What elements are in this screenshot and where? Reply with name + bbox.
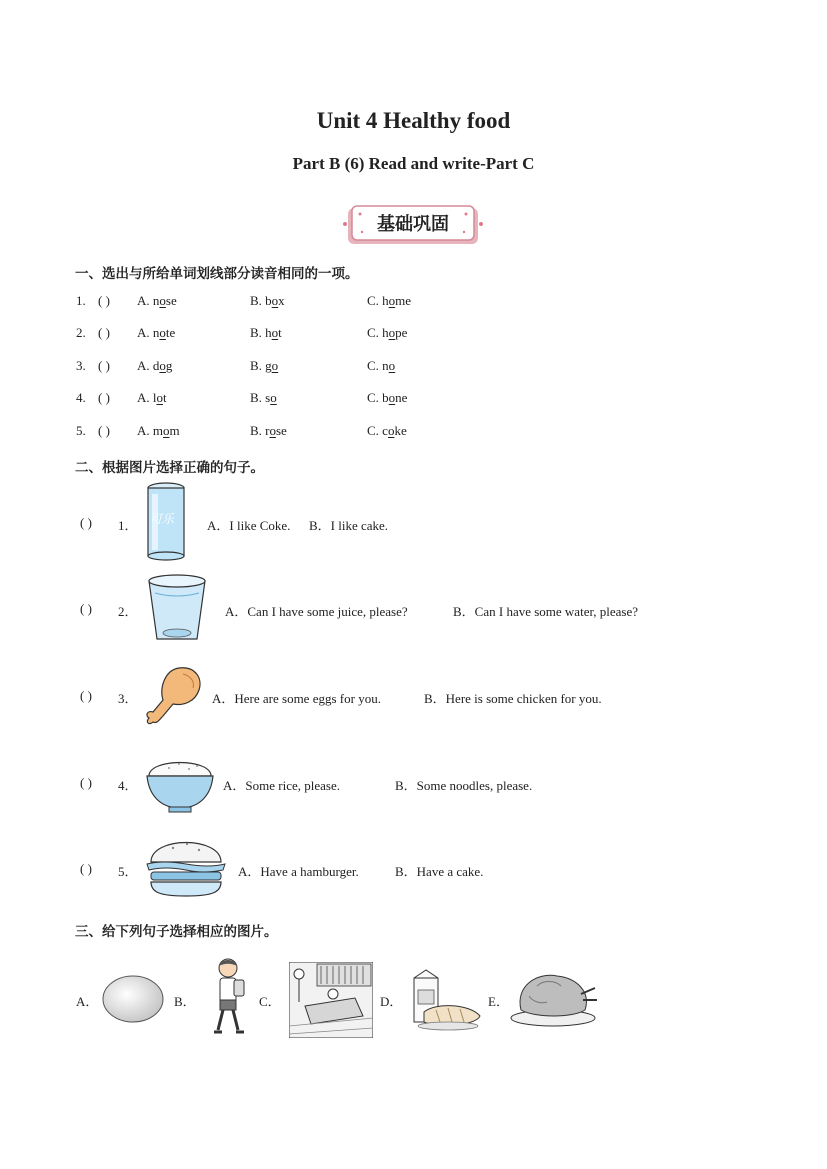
s2-option-a: A．I like Coke. [207,518,291,533]
s1-option-b: B. go [250,358,279,373]
s1-option-a: A. nose [137,293,177,308]
s2-num: 4． [118,778,138,793]
s2-paren[interactable]: ( ) [80,861,92,876]
egg-icon [100,973,166,1025]
s1-paren[interactable]: ( ) [98,358,110,373]
section2-heading: 二、根据图片选择正确的句子。 [75,460,264,476]
s1-option-a: A. note [137,325,176,340]
s1-option-b: B. rose [250,423,287,438]
s1-option-b: B. hot [250,325,282,340]
boy-walking-icon [206,956,252,1038]
s1-option-c: C. coke [367,423,407,438]
s2-option-b: B．Can I have some water, please? [453,604,639,619]
section1-heading: 一、选出与所给单词划线部分读音相同的一项。 [75,266,359,282]
s2-option-b: B．I like cake. [309,518,389,533]
s2-option-b: B．Here is some chicken for you. [424,691,602,706]
s1-num: 1. [76,293,86,308]
s1-option-b: B. so [250,390,277,405]
s2-paren[interactable]: ( ) [80,775,92,790]
s1-num: 3. [76,358,86,373]
classroom-scene-icon [289,962,373,1038]
s1-paren[interactable]: ( ) [98,423,110,438]
s1-num: 4. [76,390,86,405]
s1-num: 2. [76,325,86,340]
s1-option-b: B. box [250,293,285,308]
s2-paren[interactable]: ( ) [80,515,92,530]
section3-heading: 三、给下列句子选择相应的图片。 [75,924,278,940]
page-subtitle: Part B (6) Read and write-Part C [292,154,535,173]
s2-option-a: A．Have a hamburger. [238,864,359,879]
can-label: 可乐 [150,512,175,526]
s3-label-e: E． [488,994,509,1009]
s1-paren[interactable]: ( ) [98,325,110,340]
s2-num: 5． [118,864,138,879]
chicken-leg-icon [143,664,205,734]
s2-paren[interactable]: ( ) [80,601,92,616]
s1-option-c: C. bone [367,390,408,405]
banner-label: 基础巩固 [377,214,449,235]
s2-option-a: A．Can I have some juice, please? [225,604,408,619]
roast-chicken-icon [507,966,599,1028]
s1-option-a: A. dog [137,358,173,373]
s1-option-c: C. no [367,358,396,373]
s3-label-a: A． [76,994,99,1009]
s2-paren[interactable]: ( ) [80,688,92,703]
s2-num: 2． [118,604,138,619]
s2-num: 3． [118,691,138,706]
s3-label-b: B． [174,994,196,1009]
milk-bread-icon [406,966,482,1032]
s3-label-d: D． [380,994,403,1009]
s2-num: 1． [118,518,138,533]
s2-option-a: A．Here are some eggs for you. [212,691,381,706]
s2-option-a: A．Some rice, please. [223,778,340,793]
page-title: Unit 4 Healthy food [316,108,511,133]
s2-option-b: B．Have a cake. [395,864,484,879]
s1-paren[interactable]: ( ) [98,293,110,308]
rice-bowl-icon [143,752,217,814]
s1-option-a: A. lot [137,390,167,405]
s1-paren[interactable]: ( ) [98,390,110,405]
s3-label-c: C． [259,994,281,1009]
hamburger-icon [143,832,229,900]
s2-option-b: B．Some noodles, please. [395,778,533,793]
s1-option-a: A. mom [137,423,180,438]
s1-option-c: C. home [367,293,412,308]
water-glass-icon [145,573,209,643]
s1-option-c: C. hope [367,325,408,340]
s1-num: 5. [76,423,86,438]
